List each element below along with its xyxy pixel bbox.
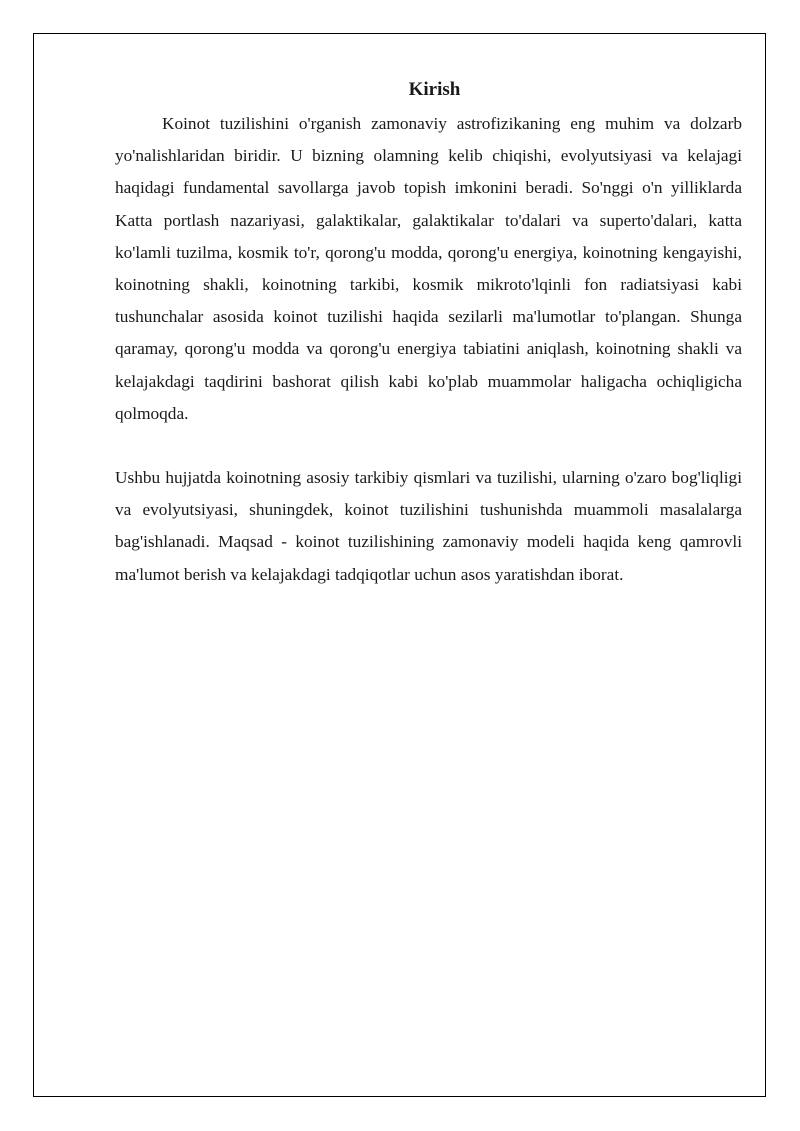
paragraph-purpose: Ushbu hujjatda koinotning asosiy tarkibiy qismlari va tuzilishi, ularning o'zaro bog'liqligi va evolyutsiyasi, shuningdek, koinot tuzilishini tushunishda muammoli masalalarga bag'ishlanadi. Maqsad - koinot tuzilishining zamonaviy modeli haqida keng qamrovli ma'lumot berish va kelajakdagi tadqiqotlar uchun asos yaratishdan iborat.	[115, 468, 742, 584]
document-title: Kirish	[408, 79, 461, 100]
paragraph-spacer	[115, 430, 742, 462]
document-body	[115, 76, 742, 591]
paragraph-intro: Koinot tuzilishini o'rganish zamonaviy astrofizikaning eng muhim va dolzarb yo'nalishlaridan biridir. U bizning olamning kelib chiqishi, evolyutsiyasi va kelajagi haqidagi fundamental savollarga javob topish imkonini beradi. So'nggi o'n yilliklarda Katta portlash nazariyasi, galaktikalar, galaktikalar to'dalari va superto'dalari, katta ko'lamli tuzilma, kosmik to'r, qorong'u modda, qorong'u energiya, koinotning kengayishi, koinotning shakli, koinotning tarkibi, kosmik mikroto'lqinli fon radiatsiyasi kabi tushunchalar asosida koinot tuzilishi haqida sezilarli ma'lumotlar to'plangan. Shunga qaramay, qorong'u modda va qorong'u energiya tabiatini aniqlash, koinotning shakli va kelajakdagi taqdirini bashorat qilish kabi ko'plab muammolar haligacha ochiqligicha qolmoqda.	[115, 114, 742, 423]
